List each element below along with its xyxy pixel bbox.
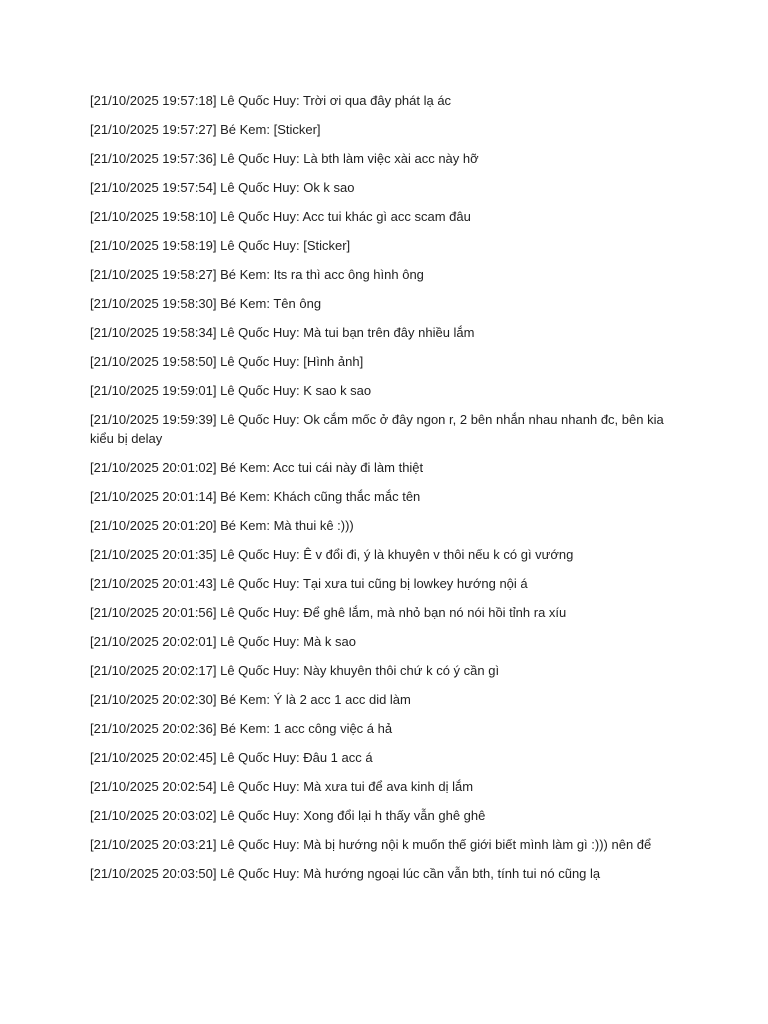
chat-line: [21/10/2025 20:03:50] Lê Quốc Huy: Mà hướng ngoại lúc cần vẫn bth, tính tui nó cũng lạ — [90, 866, 601, 881]
chat-line: [21/10/2025 19:58:19] Lê Quốc Huy: [Sticker] — [90, 238, 351, 253]
chat-line: [21/10/2025 20:02:36] Bé Kem: 1 acc công việc á hả — [90, 721, 393, 736]
chat-line: [21/10/2025 19:58:30] Bé Kem: Tên ông — [90, 296, 322, 311]
chat-line: [21/10/2025 20:02:54] Lê Quốc Huy: Mà xưa tui để ava kinh dị lắm — [90, 779, 474, 794]
chat-line: [21/10/2025 20:02:45] Lê Quốc Huy: Đâu 1 acc á — [90, 750, 373, 765]
chat-line: [21/10/2025 19:57:36] Lê Quốc Huy: Là bth làm việc xài acc này hỡ — [90, 151, 479, 166]
chat-line: [21/10/2025 20:02:17] Lê Quốc Huy: Này khuyên thôi chứ k có ý cần gì — [90, 663, 500, 678]
chat-line: [21/10/2025 20:03:02] Lê Quốc Huy: Xong đổi lại h thấy vẫn ghê ghê — [90, 808, 486, 823]
chat-line: [21/10/2025 19:58:27] Bé Kem: Its ra thì acc ông hình ông — [90, 267, 424, 282]
chat-line: [21/10/2025 19:58:10] Lê Quốc Huy: Acc tui khác gì acc scam đâu — [90, 209, 471, 224]
chat-line: [21/10/2025 20:01:14] Bé Kem: Khách cũng thắc mắc tên — [90, 489, 421, 504]
chat-line: [21/10/2025 19:58:50] Lê Quốc Huy: [Hình ảnh] — [90, 354, 364, 369]
chat-log — [90, 91, 680, 893]
chat-line: [21/10/2025 20:03:21] Lê Quốc Huy: Mà bị hướng nội k muốn thế giới biết mình làm gì :))) nên để — [90, 837, 652, 852]
chat-line: [21/10/2025 20:01:56] Lê Quốc Huy: Để ghê lắm, mà nhỏ bạn nó nói hồi tỉnh ra xíu — [90, 605, 567, 620]
chat-line: [21/10/2025 20:01:20] Bé Kem: Mà thui kê :))) — [90, 518, 354, 533]
chat-line: [21/10/2025 19:59:01] Lê Quốc Huy: K sao k sao — [90, 383, 372, 398]
chat-line: [21/10/2025 19:57:54] Lê Quốc Huy: Ok k sao — [90, 180, 355, 195]
chat-line: [21/10/2025 20:01:35] Lê Quốc Huy: Ê v đổi đi, ý là khuyên v thôi nếu k có gì vướng — [90, 547, 574, 562]
chat-line: [21/10/2025 20:01:43] Lê Quốc Huy: Tại xưa tui cũng bị lowkey hướng nội á — [90, 576, 528, 591]
chat-line: [21/10/2025 20:02:01] Lê Quốc Huy: Mà k sao — [90, 634, 356, 649]
chat-line: [21/10/2025 20:01:02] Bé Kem: Acc tui cái này đi làm thiệt — [90, 460, 424, 475]
chat-line: [21/10/2025 19:57:27] Bé Kem: [Sticker] — [90, 122, 321, 137]
chat-line: [21/10/2025 19:57:18] Lê Quốc Huy: Trời ơi qua đây phát lạ ác — [90, 93, 452, 108]
chat-line-wrapped: [21/10/2025 19:59:39] Lê Quốc Huy: Ok cắm mốc ở đây ngon r, 2 bên nhắn nhau nhanh đc, bên kia kiểu bị delay — [90, 412, 664, 446]
chat-line: [21/10/2025 20:02:30] Bé Kem: Ý là 2 acc 1 acc did làm — [90, 692, 411, 707]
chat-line: [21/10/2025 19:58:34] Lê Quốc Huy: Mà tui bạn trên đây nhiều lắm — [90, 325, 475, 340]
